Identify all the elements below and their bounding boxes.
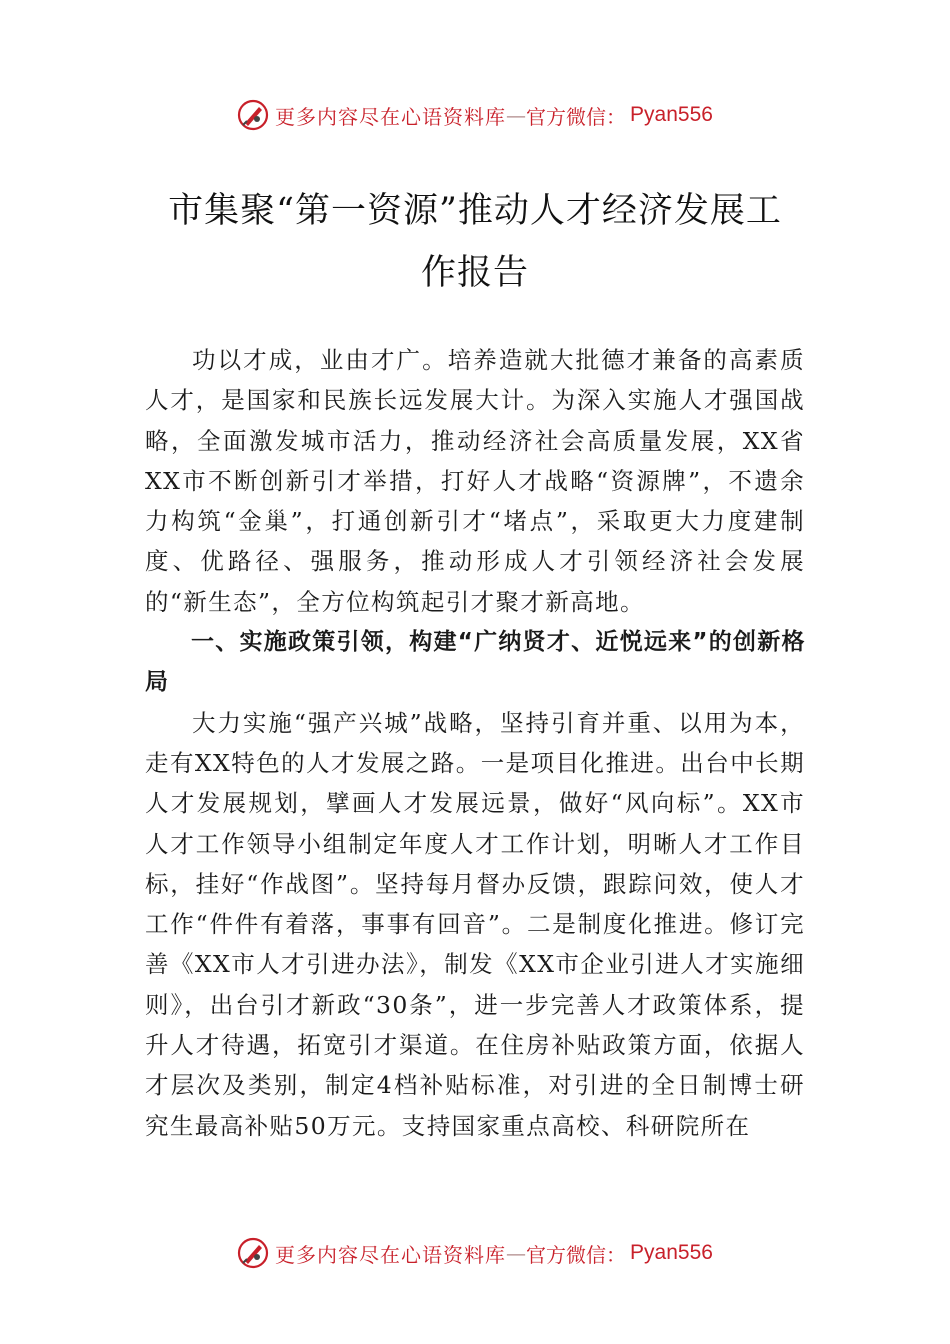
banner-wechat-id: Pyan556 bbox=[630, 1241, 713, 1264]
title-line-2: 作报告 bbox=[420, 253, 529, 293]
banner-slogan: 更多内容尽在心语资料库 bbox=[275, 1242, 507, 1267]
intro-paragraph: 功以才成，业由才广。培养造就大批德才兼备的高素质人才，是国家和民族长远发展大计。为深入实施人才强国战略，全面激发城市活力，推动经济社会高质量发展，XX省XX市不断创新引才举措，打好人才战略“资源牌”，不遗余力构筑“金巢”，打通创新引才“堵点”，采取更大力度建制度、优路径、强服务，推动形成人才引领经济社会发展的“新生态”，全方位构筑起引才聚才新高地。 bbox=[145, 346, 805, 616]
quill-pen-logo-icon bbox=[237, 1237, 269, 1269]
banner-label: 官方微信： bbox=[526, 1242, 627, 1267]
banner-slogan: 更多内容尽在心语资料库 bbox=[275, 104, 507, 129]
banner-separator: — bbox=[506, 1241, 527, 1265]
banner-wechat-id: Pyan556 bbox=[630, 103, 713, 126]
banner-label: 官方微信： bbox=[526, 104, 627, 129]
document-body bbox=[145, 340, 805, 1146]
document-title bbox=[145, 180, 805, 304]
section-1-paragraph: 大力实施“强产兴城”战略，坚持引育并重、以用为本，走有XX特色的人才发展之路。一是项目化推进。出台中长期人才发展规划，擘画人才发展远景，做好“风向标”。XX市人才工作领导小组制定年度人才工作计划，明晰人才工作目标，挂好“作战图”。坚持每月督办反馈，跟踪问效，使人才工作“件件有着落，事事有回音”。二是制度化推进。修订完善《XX市人才引进办法》，制发《XX市企业引进人才实施细则》，出台引才新政“30条”，进一步完善人才政策体系，提升人才待遇，拓宽引才渠道。在住房补贴政策方面，依据人才层次及类别，制定4档补贴标准，对引进的全日制博士研究生最高补贴50万元。支持国家重点高校、科研院所在 bbox=[145, 708, 805, 1140]
header-banner bbox=[0, 95, 950, 135]
quill-pen-logo-icon bbox=[237, 99, 269, 131]
title-line-1: 市集聚“第一资源”推动人才经济发展工 bbox=[168, 191, 782, 231]
banner-separator: — bbox=[506, 103, 527, 127]
section-heading-1: 一、实施政策引领，构建“广纳贤才、近悦远来”的创新格局 bbox=[145, 629, 805, 696]
footer-banner bbox=[0, 1233, 950, 1273]
